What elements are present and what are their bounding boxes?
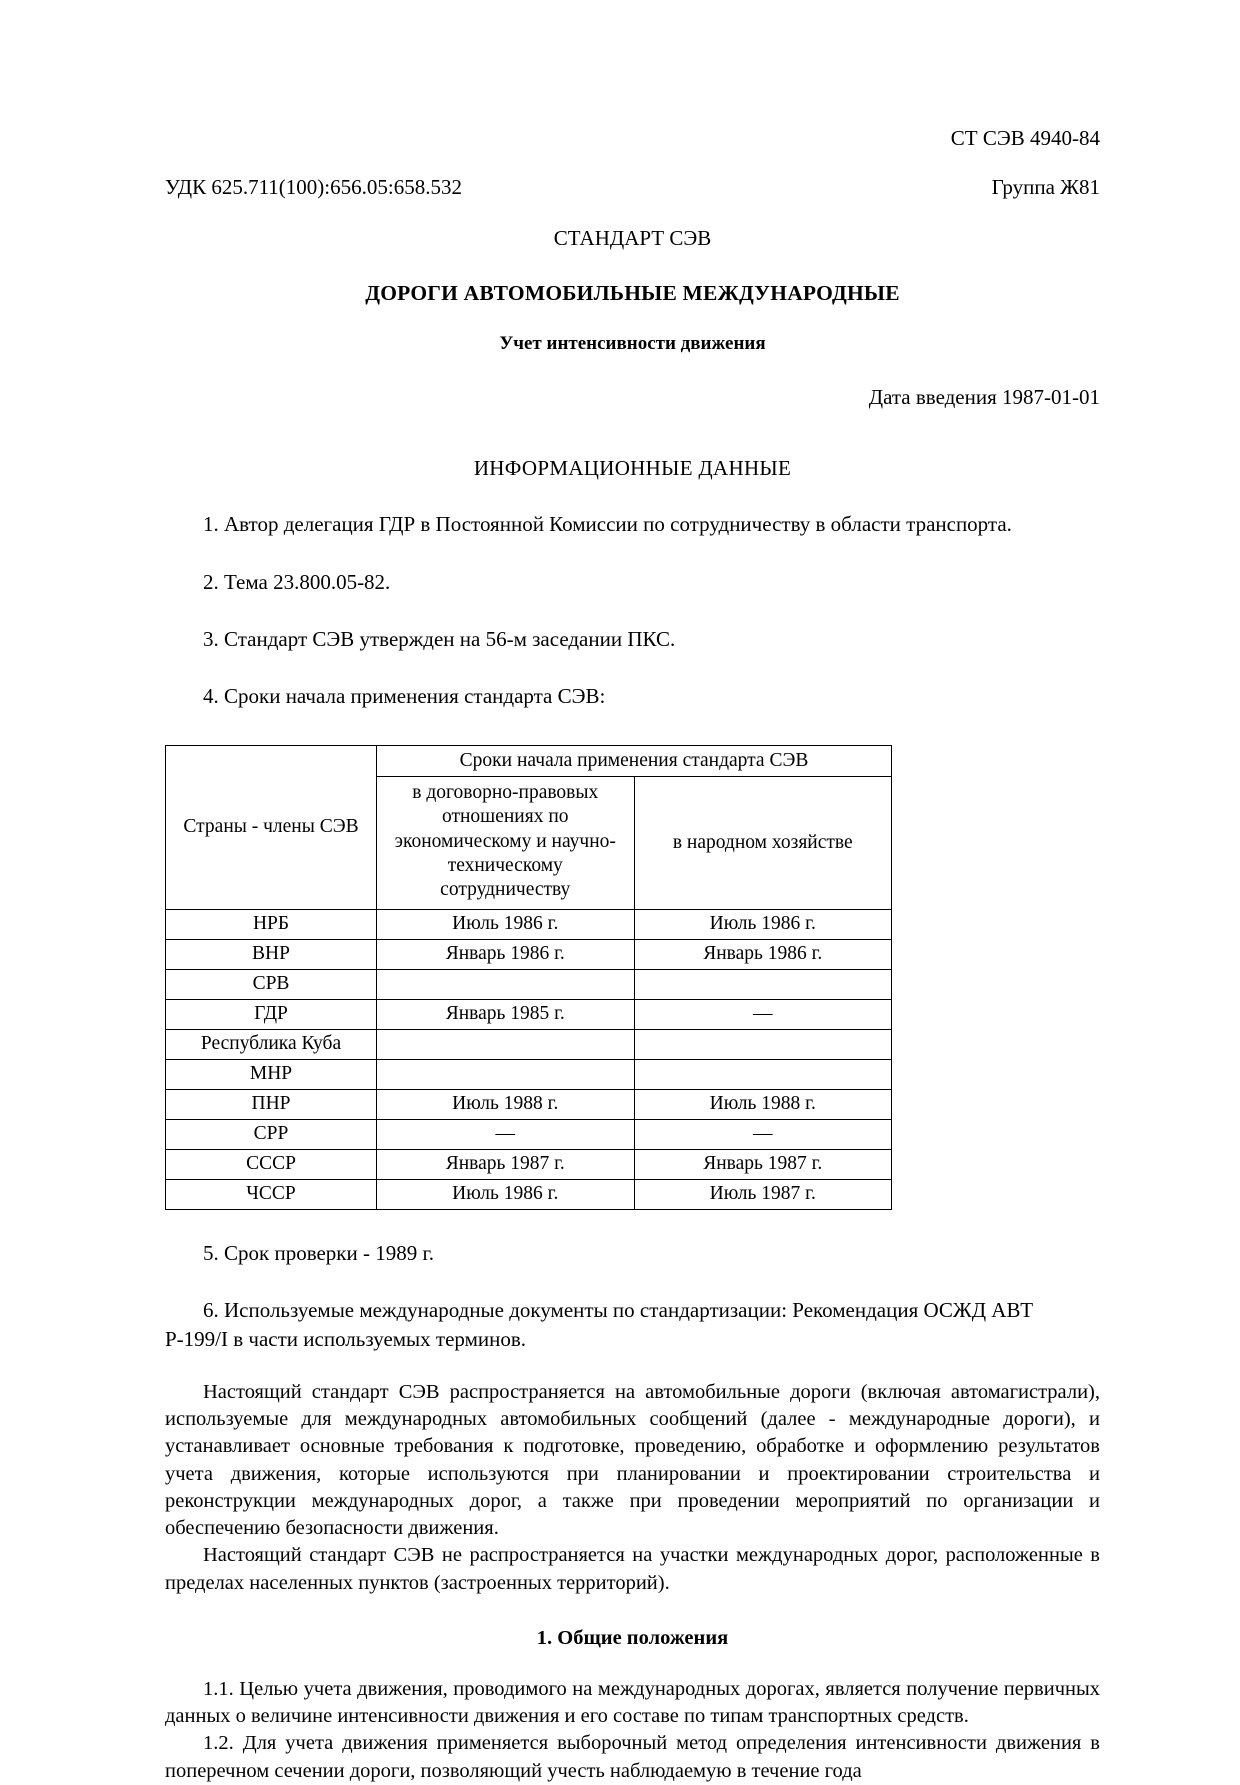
info-item-1: 1. Автор делегация ГДР в Постоянной Комиссии по сотрудничеству в области транспорта. [203,512,1012,537]
info-item-4: 4. Сроки начала применения стандарта СЭВ: [203,684,606,709]
table-row [166,1089,892,1119]
cell-legal: Июль 1988 г. [377,1089,635,1119]
cell-economy: Июль 1986 г. [634,909,892,939]
page-subtitle: Учет интенсивности движения [499,333,766,355]
cell-legal: Январь 1987 г. [377,1149,635,1179]
table-row [166,1149,892,1179]
cell-country: МНР [166,1059,377,1089]
table-row [166,939,892,969]
info-item-3: 3. Стандарт СЭВ утвержден на 56-м заседании ПКС. [203,626,676,651]
table-row [166,969,892,999]
header-national-economy: в народном хозяйстве [634,776,892,909]
application-dates-table [165,745,892,1210]
cell-country: НРБ [166,909,377,939]
udc-group-row [165,175,1100,200]
cell-country: ГДР [166,999,377,1029]
cell-economy [634,1029,892,1059]
introduction-date: Дата введения 1987-01-01 [868,385,1100,410]
table-header-row-1 [166,745,892,776]
table-row [166,1029,892,1059]
cell-economy: Июль 1988 г. [634,1089,892,1119]
cell-legal: Июль 1986 г. [377,909,635,939]
cell-country: ЧССР [166,1179,377,1209]
scope-paragraph: Настоящий стандарт СЭВ распространяется на автомобильные дороги (включая автомагистрали), используемые для международных автомобильных сообщений (далее - международные дороги), и устанавливает основные требования к подготовке, проведению, обработке и оформлению результатов учета движения, которые используются при планировании и проектировании строительства и реконструкции международных дорог, а также при проведении мероприятий по организации и обеспечению безопасности движения. [165,1380,1100,1540]
section-1-heading: 1. Общие положения [536,1626,729,1649]
cell-economy: — [634,999,892,1029]
cell-country: СРР [166,1119,377,1149]
cell-economy [634,969,892,999]
cell-economy: Июль 1987 г. [634,1179,892,1209]
table-row [166,1119,892,1149]
cell-economy: Январь 1986 г. [634,939,892,969]
udc-code: УДК 625.711(100):656.05:658.532 [165,175,462,200]
cell-legal [377,1059,635,1089]
cell-legal [377,1029,635,1059]
cell-country: Республика Куба [166,1029,377,1059]
cell-economy: Январь 1987 г. [634,1149,892,1179]
table-row [166,1179,892,1209]
info-item-5: 5. Срок проверки - 1989 г. [203,1240,434,1265]
header-legal-relations: в договорно-правовых отношениях по экономическому и научно-техническому сотрудничеству [377,776,635,909]
cell-country: ВНР [166,939,377,969]
standard-label: СТАНДАРТ СЭВ [553,226,712,251]
exclusion-paragraph: Настоящий стандарт СЭВ не распространяется на участки международных дорог, расположенные в пределах населенных пунктов (застроенных территорий). [165,1544,1100,1594]
cell-country: СССР [166,1149,377,1179]
cell-economy [634,1059,892,1089]
info-item-6: 6. Используемые международные документы по стандартизации: Рекомендация ОСЖД АВТ Р-199/I в части используемых терминов. [165,1298,1034,1351]
table-row [166,1059,892,1089]
clause-1-1: 1.1. Целью учета движения, проводимого на международных дорогах, является получение первичных данных о величине интенсивности движения и его составе по типам транспортных средств. [165,1677,1100,1728]
table-row [166,909,892,939]
cell-economy: — [634,1119,892,1149]
page-title: ДОРОГИ АВТОМОБИЛЬНЫЕ МЕЖДУНАРОДНЫЕ [365,281,900,306]
info-item-2: 2. Тема 23.800.05-82. [203,569,391,594]
cell-legal: Январь 1986 г. [377,939,635,969]
cell-country: СРВ [166,969,377,999]
cell-legal: — [377,1119,635,1149]
cell-legal: Июль 1986 г. [377,1179,635,1209]
header-countries: Страны - члены СЭВ [166,745,377,909]
cell-country: ПНР [166,1089,377,1119]
header-group-dates: Сроки начала применения стандарта СЭВ [377,745,892,776]
cell-legal [377,969,635,999]
clause-1-2: 1.2. Для учета движения применяется выборочный метод определения интенсивности движения в поперечном сечении дороги, позволяющий учесть наблюдаемую в течение года [165,1732,1100,1782]
group-code: Группа Ж81 [991,175,1100,200]
cell-legal: Январь 1985 г. [377,999,635,1029]
document-code: СТ СЭВ 4940-84 [950,126,1100,150]
table-row [166,999,892,1029]
information-data-heading: ИНФОРМАЦИОННЫЕ ДАННЫЕ [473,456,792,481]
